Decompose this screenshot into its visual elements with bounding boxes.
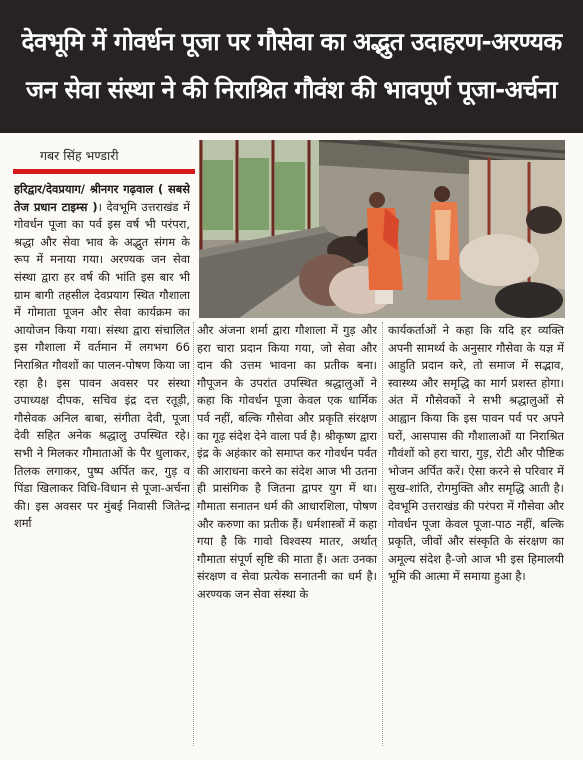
headline-line-2: जन सेवा संस्था ने की निराश्रित गौवंश की भावपूर्ण पूजा-अर्चना	[25, 75, 558, 104]
article-photo	[199, 140, 565, 318]
headline-line-1: देवभूमि में गोवर्धन पूजा पर गौसेवा का अद्भुत उदाहरण-अरण्यक	[21, 27, 562, 56]
article-column-1-text: । देवभूमि उत्तराखंड में गोवर्धन पूजा का पर्व इस वर्ष भी परंपरा, श्रद्धा और सेवा भाव के अद्भुत संगम के रूप में मनाया गया। अरण्यक जन सेवा संस्था द्वारा हर वर्ष की भांति इस बार भी ग्राम बागी तहसील देवप्रयाग स्थित गौशाला में गोमाता पूजन और सेवा कार्यक्रम का आयोजन किया गया। संस्था द्वारा संचालित इस गौशाला में वर्तमान में लगभग 66 निराश्रित गौवशों का पालन-पोषण किया जा रहा है। इस पावन अवसर पर संस्था उपाध्यक्ष दीपक, सचिव इंद्र दत्त रतूड़ी, गौसेवक अनिल बाबा, संगीता देवी, पूजा देवी सहित अनेक श्रद्धालु उपस्थित रहे। सभी ने मिलकर गौमाताओं के पैर धुलाकर, तिलक लगाकर, पुष्प अर्पित कर, गुड़ व पिंडा खिलाकर विधि-विधान से पूजा-अर्चना की। इस अवसर पर मुंबई निवासी जितेन्द्र शर्मा	[14, 199, 190, 531]
article-column-2: और अंजना शर्मा द्वारा गौशाला में गुड़ और हरा चारा प्रदान किया गया, जो सेवा और दान की उत्तम भावना का प्रतीक बना। गौपूजन के उपरांत उपस्थित श्रद्धालुओं ने कहा कि गोवर्धन पूजा केवल एक धार्मिक पर्व नहीं, बल्कि गौसेवा और प्रकृति संरक्षण का गूढ़ संदेश देने वाला पर्व है। श्रीकृष्ण द्वारा इंद्र के अहंकार को समाप्त कर गोवर्धन पर्वत की आराधना करने का संदेश आज भी उतना ही प्रासंगिक है जितना द्वापर युग में था। गौमाता सनातन धर्म की आधारशिला, पोषण और करुणा का प्रतीक हैं। धर्मशास्त्रों में कहा गया है कि गावो विश्वस्य मातर, अर्थात् गौमाता संपूर्ण सृष्टि की माता हैं। अतः उनका संरक्षण व सेवा प्रत्येक सनातनी का धर्म है। अरण्यक जन सेवा संस्था के	[197, 323, 377, 601]
column-divider-1	[193, 322, 194, 746]
byline-red-rule	[13, 169, 195, 174]
article-column-3: कार्यकर्ताओं ने कहा कि यदि हर व्यक्ति अपनी सामर्थ्य के अनुसार गौसेवा के यज्ञ में आहुति प्रदान करे, तो समाज में सद्भाव, स्वास्थ्य और समृद्धि का मार्ग प्रशस्त होगा। अंत में गौसेवकों ने सभी श्रद्धालुओं से आह्वान किया कि इस पावन पर्व पर अपने घरों, आसपास की गौशालाओं या निराश्रित गौवंशों को हरा चारा, गुड़, रोटी और पौष्टिक भोजन अर्पित करें। ऐसा करने से परिवार में सुख-शांति, रोगमुक्ति और समृद्धि आती है। देवभूमि उत्तराखंड की परंपरा में गौसेवा और गोवर्धन पूजा केवल पूजा-पाठ नहीं, बल्कि प्रकृति, जीवों और संस्कृति के संरक्षण का अमूल्य संदेश है-जो आज भी इस हिमालयी भूमि की आत्मा में समाया हुआ है।	[388, 323, 564, 584]
article-dateline: हरिद्वार/देवप्रयाग/ श्रीनगर गढ़वाल ( सबसे तेज प्रधान टाइम्स )	[14, 182, 190, 214]
article-column-1	[14, 181, 190, 746]
headline-banner	[0, 0, 583, 133]
column-divider-2	[382, 322, 383, 746]
byline: गबर सिंह भण्डारी	[40, 148, 119, 163]
cowshed-photo-illustration	[199, 140, 565, 318]
